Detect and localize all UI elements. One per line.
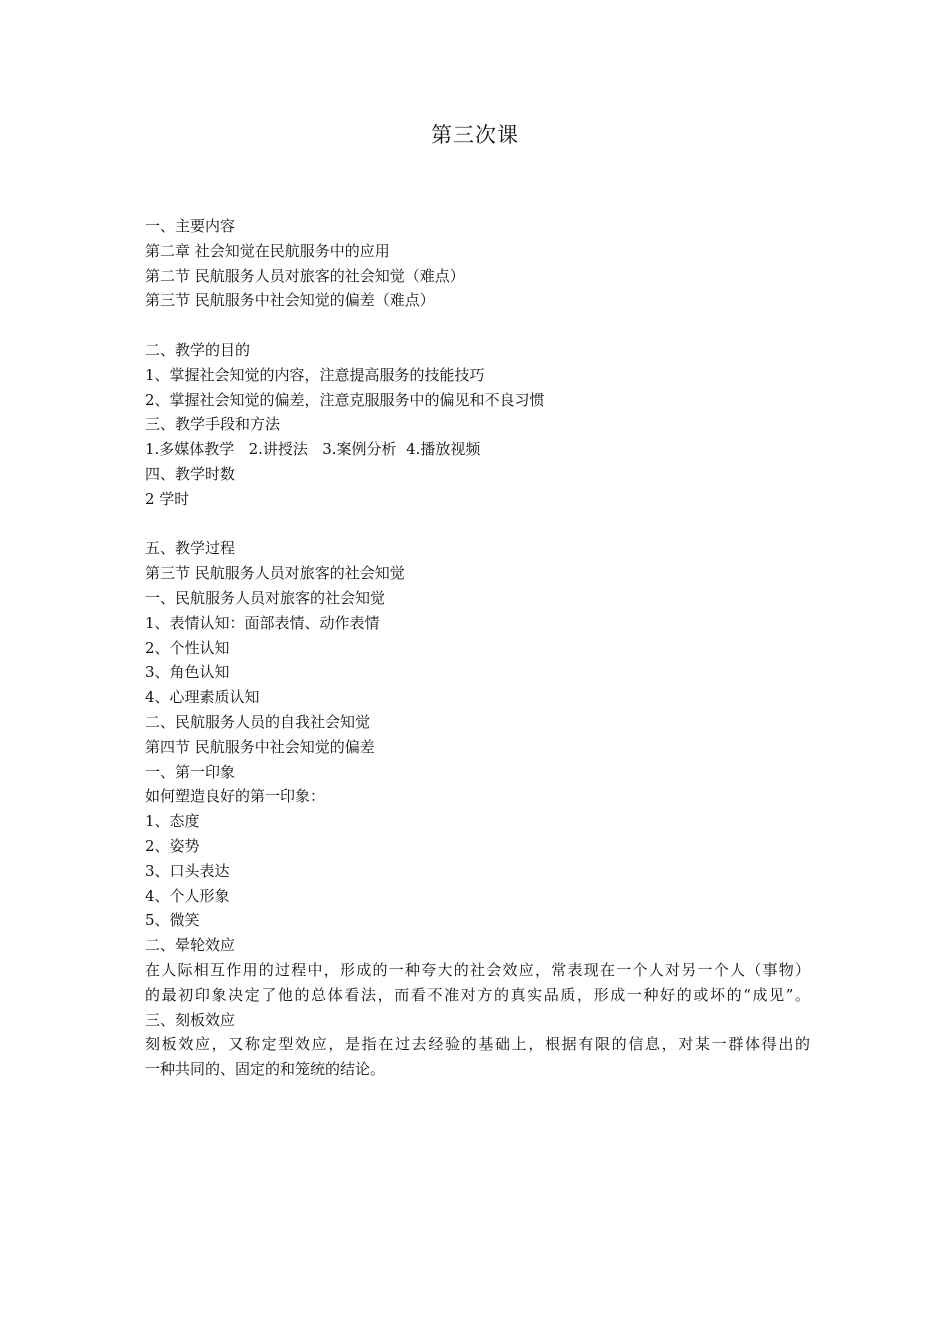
objective-item: 2、掌握社会知觉的偏差，注意克服服务中的偏见和不良习惯 [145, 390, 545, 409]
paragraph-line: 在人际相互作用的过程中，形成的一种夸大的社会效应，常表现在一个人对另一个人（事物） [145, 960, 810, 979]
list-item: 1、表情认知：面部表情、动作表情 [145, 613, 380, 632]
question-line: 如何塑造良好的第一印象： [145, 787, 326, 806]
subsection-heading: 第三节 民航服务人员对旅客的社会知觉 [145, 564, 405, 583]
subsection-point: 三、刻板效应 [145, 1010, 236, 1029]
paragraph-line: 的最初印象决定了他的总体看法，而看不准对方的真实品质，形成一种好的或坏的“成见”。 [145, 985, 810, 1004]
section-heading-methods: 三、教学手段和方法 [145, 415, 281, 434]
subsection-point: 二、民航服务人员的自我社会知觉 [145, 712, 371, 731]
section-heading-hours: 四、教学时数 [145, 464, 236, 483]
objective-item: 1、掌握社会知觉的内容，注意提高服务的技能技巧 [145, 365, 485, 384]
list-item: 4、个人形象 [145, 886, 230, 905]
section-line: 第三节 民航服务中社会知觉的偏差（难点） [145, 291, 435, 310]
document-title: 第三次课 [431, 123, 519, 147]
section-heading-objectives: 二、教学的目的 [145, 340, 251, 359]
list-item: 1、态度 [145, 812, 200, 831]
paragraph-line: 刻板效应，又称定型效应，是指在过去经验的基础上，根据有限的信息，对某一群体得出的 [145, 1035, 810, 1054]
list-item: 2、姿势 [145, 836, 200, 855]
spacer [145, 313, 810, 338]
list-item: 3、口头表达 [145, 861, 230, 880]
spacer [145, 512, 810, 537]
subsection-point: 二、晕轮效应 [145, 936, 236, 955]
section-heading-process: 五、教学过程 [145, 539, 236, 558]
list-item: 3、角色认知 [145, 663, 230, 682]
methods-list: 1.多媒体教学 2.讲授法 3.案例分析 4.播放视频 [145, 440, 481, 459]
paragraph-line: 一种共同的、固定的和笼统的结论。 [145, 1060, 386, 1079]
subsection-point: 一、民航服务人员对旅客的社会知觉 [145, 588, 386, 607]
hours-value: 2 学时 [145, 489, 190, 508]
list-item: 5、微笑 [145, 911, 200, 930]
subsection-heading: 第四节 民航服务中社会知觉的偏差 [145, 737, 375, 756]
section-heading-main-content: 一、主要内容 [145, 217, 236, 235]
subsection-point: 一、第一印象 [145, 762, 236, 781]
section-line: 第二节 民航服务人员对旅客的社会知觉（难点） [145, 266, 465, 285]
document-body [145, 214, 810, 1082]
list-item: 2、个性认知 [145, 638, 230, 657]
chapter-line: 第二章 社会知觉在民航服务中的应用 [145, 241, 390, 260]
list-item: 4、心理素质认知 [145, 688, 260, 707]
